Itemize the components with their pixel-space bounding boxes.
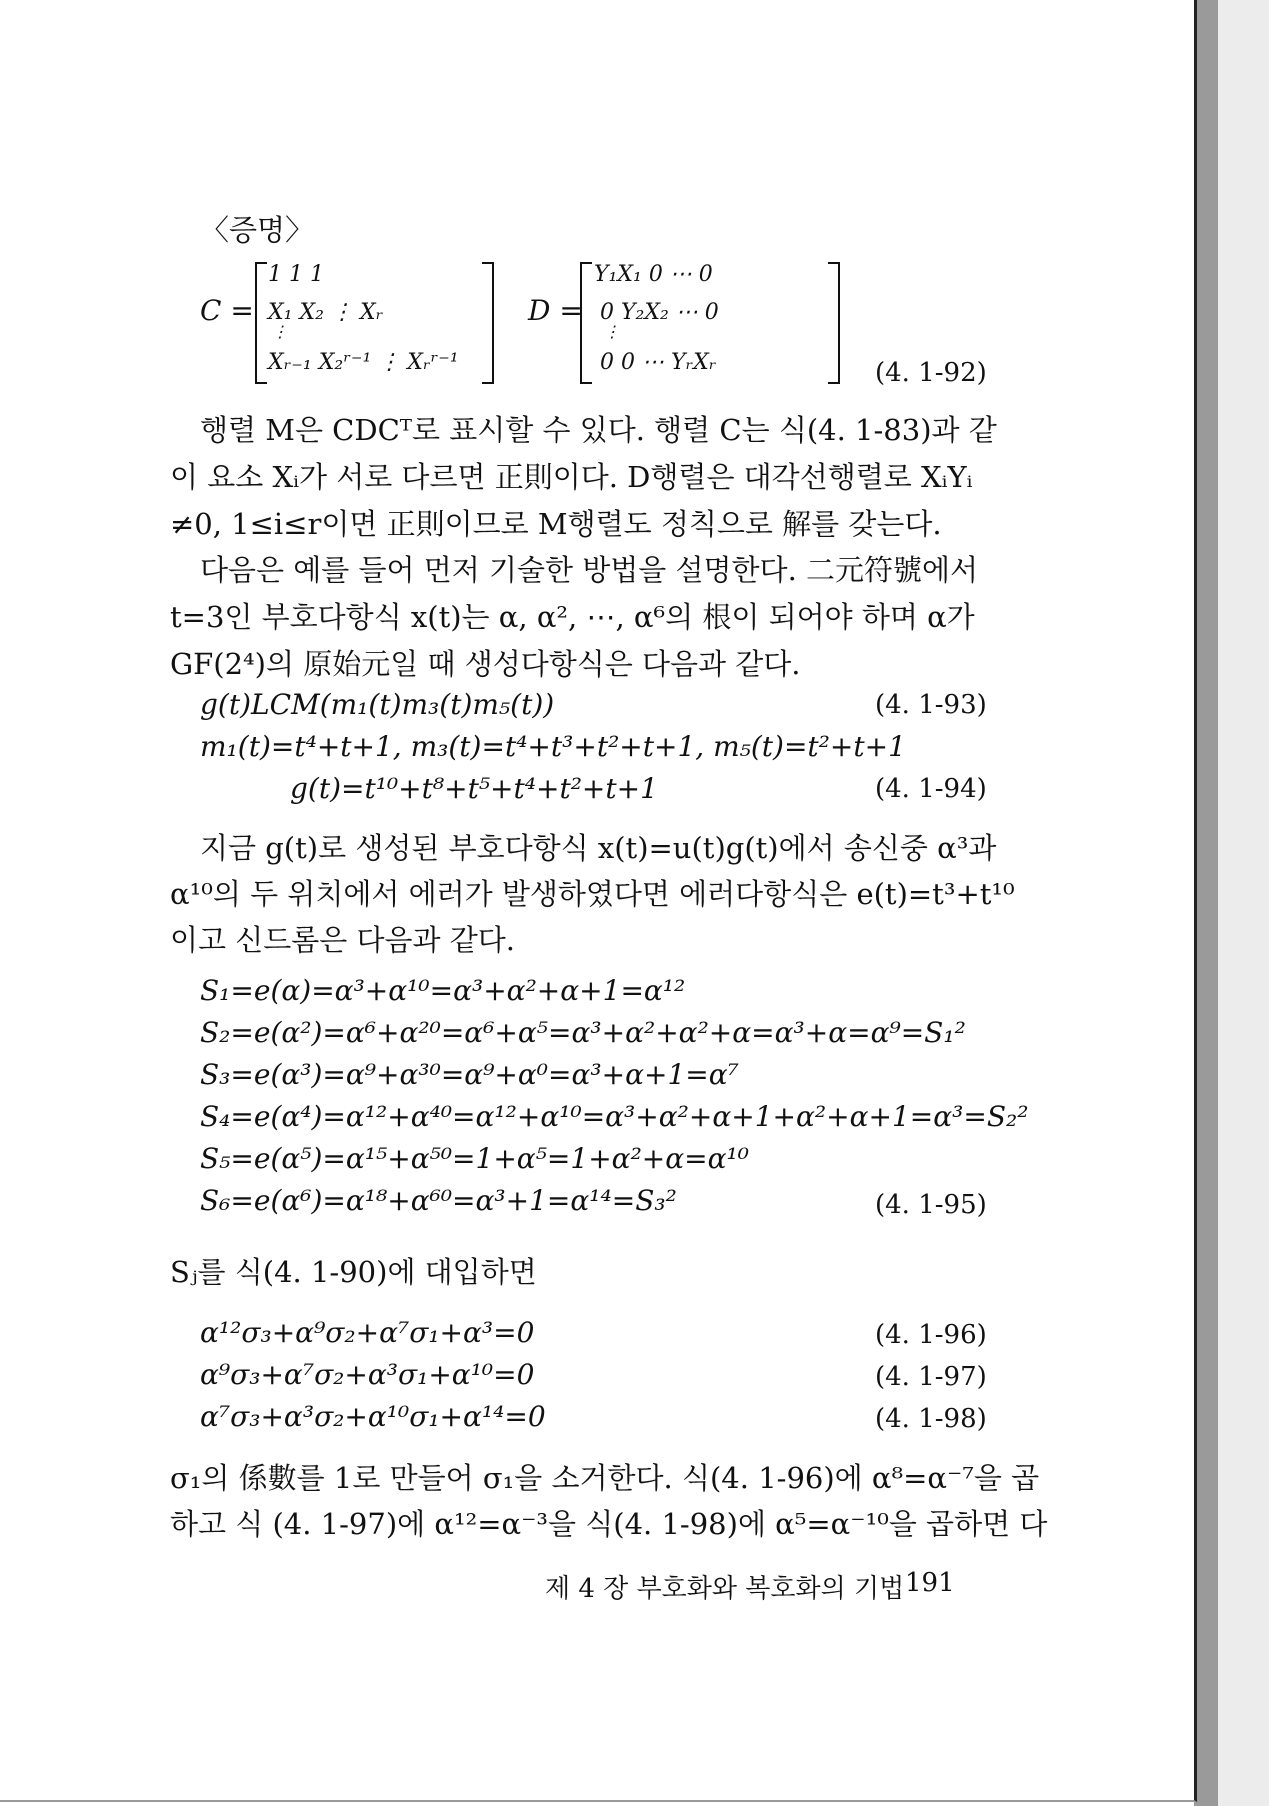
equation-number-94: (4. 1-94) [875, 774, 987, 804]
matrix-c-row-1: 1 1 1 [268, 262, 324, 287]
matrix-d-row-1: Y₁X₁ 0 ⋯ 0 [594, 262, 713, 287]
matrix-c-label: C = [200, 294, 254, 327]
page-edge [1194, 0, 1218, 1806]
equation-number-93: (4. 1-93) [875, 690, 987, 720]
paragraph-4: Sⱼ를 식(4. 1-90)에 대입하면 [170, 1255, 537, 1289]
matrix-c-row-3: Xᵣ₋₁ X₂ʳ⁻¹ ⋮ Xᵣʳ⁻¹ [268, 350, 459, 375]
matrix-d-vdots: ⋮ [604, 322, 620, 341]
matrix-c-right-bracket [482, 262, 494, 384]
matrix-d-row-3: 0 0 ⋯ YᵣXᵣ [600, 350, 717, 375]
paragraph-2-line-1: 다음은 예를 들어 먼저 기술한 방법을 설명한다. 二元符號에서 [200, 553, 979, 587]
paragraph-5-line-2: 하고 식 (4. 1-97)에 α¹²=α⁻³을 식(4. 1-98)에 α⁵=α⁻¹⁰을 곱하면 다 [170, 1507, 1048, 1541]
paragraph-3-line-3: 이고 신드롬은 다음과 같다. [170, 923, 516, 957]
matrix-c-vdots: ⋮ [272, 322, 288, 341]
matrix-d-row-2: 0 Y₂X₂ ⋯ 0 [600, 300, 719, 325]
equation-number-92: (4. 1-92) [875, 358, 987, 388]
paragraph-1-line-2: 이 요소 Xᵢ가 서로 다르면 正則이다. D행렬은 대각선행렬로 XᵢYᵢ [170, 460, 973, 494]
syndrome-s5: S₅=e(α⁵)=α¹⁵+α⁵⁰=1+α⁵=1+α²+α=α¹⁰ [200, 1142, 749, 1175]
matrix-d-left-bracket [580, 262, 592, 384]
footer-page-number: 191 [905, 1568, 955, 1598]
paragraph-3-line-1: 지금 g(t)로 생성된 부호다항식 x(t)=u(t)g(t)에서 송신중 α³과 [200, 831, 997, 865]
equation-93: g(t)LCM(m₁(t)m₃(t)m₅(t)) [200, 688, 555, 721]
matrix-d-right-bracket [828, 262, 840, 384]
syndrome-s3: S₃=e(α³)=α⁹+α³⁰=α⁹+α⁰=α³+α+1=α⁷ [200, 1058, 739, 1091]
syndrome-s4: S₄=e(α⁴)=α¹²+α⁴⁰=α¹²+α¹⁰=α³+α²+α+1+α²+α+1=α³=S₂² [200, 1100, 1029, 1133]
equation-number-98: (4. 1-98) [875, 1404, 987, 1434]
paragraph-1-line-3: ≠0, 1≤i≤r이면 正則이므로 M행렬도 정칙으로 解를 갖는다. [170, 507, 942, 541]
matrix-c-left-bracket [255, 262, 267, 384]
syndrome-s6: S₆=e(α⁶)=α¹⁸+α⁶⁰=α³+1=α¹⁴=S₃² [200, 1184, 677, 1217]
paragraph-1-line-1: 행렬 M은 CDCᵀ로 표시할 수 있다. 행렬 C는 식(4. 1-83)과 같 [200, 413, 997, 447]
equation-minimal-polynomials: m₁(t)=t⁴+t+1, m₃(t)=t⁴+t³+t²+t+1, m₅(t)=t²+t+1 [200, 730, 906, 763]
equation-97: α⁹σ₃+α⁷σ₂+α³σ₁+α¹⁰=0 [200, 1358, 535, 1391]
equation-number-95: (4. 1-95) [875, 1190, 987, 1220]
syndrome-s2: S₂=e(α²)=α⁶+α²⁰=α⁶+α⁵=α³+α²+α²+α=α³+α=α⁹=S₁² [200, 1016, 966, 1049]
equation-96: α¹²σ₃+α⁹σ₂+α⁷σ₁+α³=0 [200, 1316, 535, 1349]
matrix-d-label: D = [528, 294, 583, 327]
equation-98: α⁷σ₃+α³σ₂+α¹⁰σ₁+α¹⁴=0 [200, 1400, 546, 1433]
paragraph-3-line-2: α¹⁰의 두 위치에서 에러가 발생하였다면 에러다항식은 e(t)=t³+t¹⁰ [170, 877, 1015, 911]
equation-number-96: (4. 1-96) [875, 1320, 987, 1350]
matrix-c-row-2: X₁ X₂ ⋮ Xᵣ [268, 300, 384, 325]
equation-number-97: (4. 1-97) [875, 1362, 987, 1392]
equation-94: g(t)=t¹⁰+t⁸+t⁵+t⁴+t²+t+1 [290, 772, 658, 805]
paragraph-5-line-1: σ₁의 係數를 1로 만들어 σ₁을 소거한다. 식(4. 1-96)에 α⁸=α⁻⁷을 곱 [170, 1461, 1040, 1495]
paragraph-2-line-3: GF(2⁴)의 原始元일 때 생성다항식은 다음과 같다. [170, 647, 801, 681]
paragraph-2-line-2: t=3인 부호다항식 x(t)는 α, α², ⋯, α⁶의 根이 되어야 하며 α가 [170, 600, 975, 634]
proof-heading: 〈증명〉 [200, 213, 315, 247]
syndrome-s1: S₁=e(α)=α³+α¹⁰=α³+α²+α+1=α¹² [200, 974, 686, 1007]
footer-chapter-title: 제 4 장 부호화와 복호화의 기법 [545, 1574, 905, 1604]
